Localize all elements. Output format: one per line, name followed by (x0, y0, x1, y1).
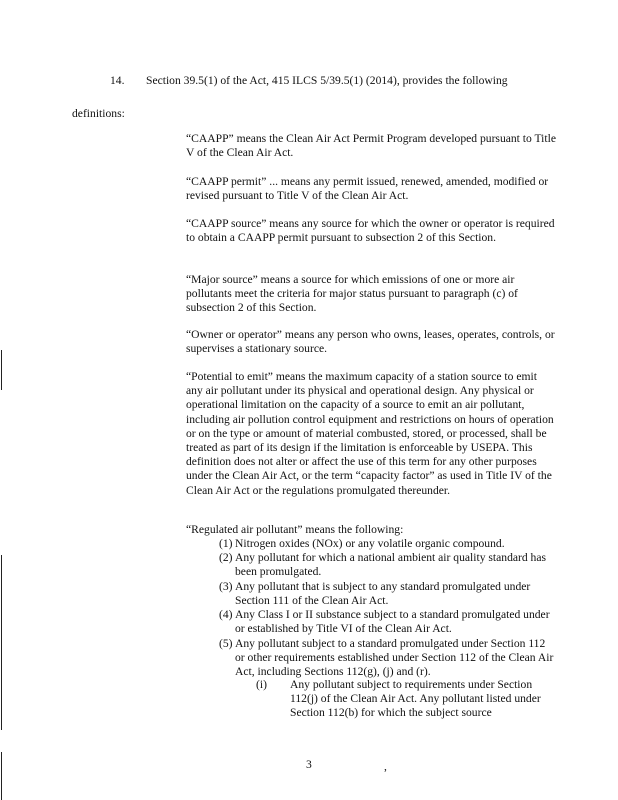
definition-owner-operator: “Owner or operator” means any person who owns, leases, operates, controls, or supervises a stationary source. (186, 328, 555, 356)
margin-rule-middle (1, 555, 2, 730)
definition-potential-to-emit: “Potential to emit” means the maximum capacity of a station source to emit any air pollutant under its physical and operational design. Any physical or operational limitation on the capacity of a source to emit an air pollutant, including air pollution control equipment and restrictions on hours of operation or on the type or amount of material combusted, stored, or processed, shall be treated as part of its design if the limitation is enforceable by USEPA. This definition does not alter or affect the use of this term for any other purposes under the Clean Air Act, or the term “capacity factor” as used in Title IV of the Clean Air Act or the regulations promulgated thereunder. (186, 370, 554, 497)
list-item-text: Any pollutant that is subject to any standard promulgated under Section 111 of the Clean Air Act. (235, 580, 531, 608)
list-item-number: (3) (219, 580, 233, 593)
page-number: 3 (306, 758, 312, 771)
regulated-pollutant-heading: “Regulated air pollutant” means the following: (186, 523, 404, 536)
margin-rule-top (1, 350, 2, 390)
list-item-text: Any Class I or II substance subject to a standard promulgated under or established by Title VI of the Clean Air Act. (235, 608, 550, 636)
list-item-text: Any pollutant subject to a standard promulgated under Section 112 or other requirements established under Section 112 of the Clean Air Act, including Sections 112(g), (j) and (r). (235, 637, 554, 679)
definition-major-source: “Major source” means a source for which emissions of one or more air pollutants meet the criteria for major status pursuant to paragraph (c) of subsection 2 of this Section. (186, 273, 518, 315)
definition-caapp: “CAAPP” means the Clean Air Act Permit Program developed pursuant to Title V of the Clean Air Act. (186, 132, 556, 160)
stray-mark: , (384, 760, 387, 773)
list-item-text: Nitrogen oxides (NOx) or any volatile organic compound. (235, 537, 505, 550)
paragraph-intro-continuation: definitions: (72, 107, 125, 120)
paragraph-number: 14. (110, 74, 125, 87)
list-item-number: (5) (219, 637, 233, 650)
list-item-text: Any pollutant for which a national ambient air quality standard has been promulgated. (235, 551, 547, 579)
margin-rule-bottom (1, 752, 2, 800)
list-item-number: (1) (219, 537, 233, 550)
paragraph-intro: Section 39.5(1) of the Act, 415 ILCS 5/39.5(1) (2014), provides the following (146, 74, 508, 87)
sub-item-number: (i) (256, 678, 267, 691)
definition-caapp-permit: “CAAPP permit” ... means any permit issued, renewed, amended, modified or revised pursuant to Title V of the Clean Air Act. (186, 175, 549, 203)
list-item-number: (2) (219, 551, 233, 564)
definition-caapp-source: “CAAPP source” means any source for which the owner or operator is required to obtain a CAAPP permit pursuant to subsection 2 of this Section. (186, 217, 555, 245)
list-item-number: (4) (219, 608, 233, 621)
sub-item-text: Any pollutant subject to requirements under Section 112(j) of the Clean Air Act. Any pollutant listed under Section 112(b) for which the subject source (290, 678, 541, 720)
